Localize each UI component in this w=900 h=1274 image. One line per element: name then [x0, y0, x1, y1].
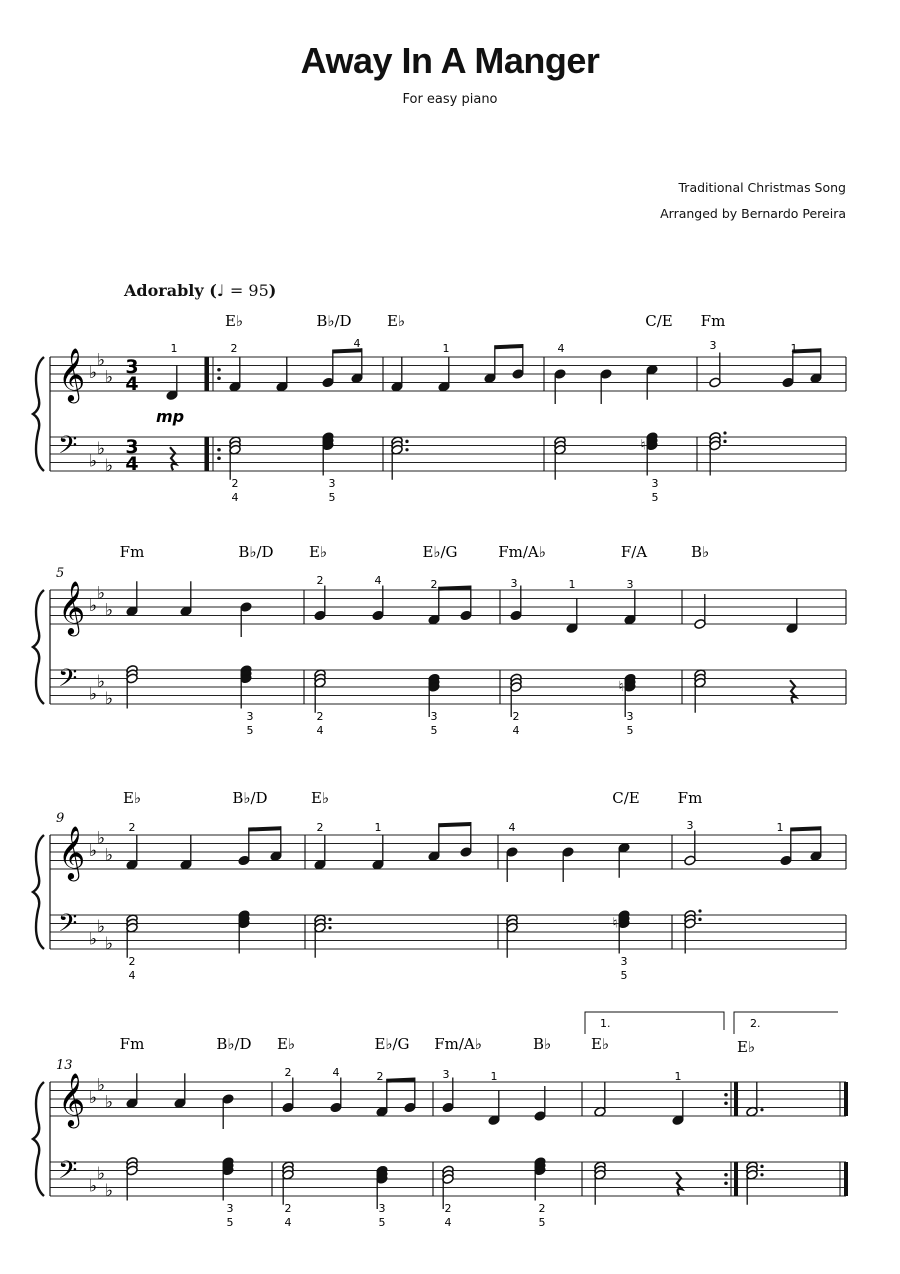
flat-sign: ♭ [88, 596, 98, 616]
measure-number: 9 [56, 811, 65, 826]
measure-number: 5 [56, 566, 65, 581]
chord-symbol: Fm [119, 543, 145, 561]
flat-sign: ♭ [104, 688, 114, 709]
fingering-number: 4 [353, 337, 361, 350]
grand-staff-brace [33, 1082, 44, 1196]
grand-staff-brace [33, 357, 44, 471]
treble-clef-icon: 𝄞 [58, 347, 86, 401]
fingering-number: 5 [246, 724, 254, 737]
quarter-rest [676, 1172, 682, 1195]
fingering-number: 1 [442, 342, 450, 355]
treble-clef-icon: 𝄞 [58, 580, 86, 634]
repeat-dot [724, 1181, 728, 1185]
chord-symbol: Fm [677, 789, 703, 807]
fingering-number: 4 [316, 724, 324, 737]
repeat-dot [724, 1101, 728, 1105]
time-signature-top: 3 [125, 356, 139, 378]
composer-credit: Traditional Christmas Song [678, 180, 846, 195]
fingering-number: 5 [651, 491, 659, 504]
fingering-number: 2 [430, 578, 438, 591]
natural-sign: ♮ [618, 679, 624, 695]
dot [760, 1108, 763, 1111]
quarter-note-icon: ♩ [216, 281, 225, 300]
beam [439, 822, 471, 827]
bass-clef-icon: 𝄢 [58, 664, 78, 699]
chord-symbol: B♭ [690, 543, 710, 561]
flat-sign: ♭ [104, 600, 114, 621]
flat-sign: ♭ [104, 1092, 114, 1113]
flat-sign: ♭ [88, 929, 98, 950]
chord-symbol: E♭/G [374, 1035, 410, 1053]
fingering-number: 2 [444, 1202, 452, 1215]
fingering-number: 2 [128, 821, 136, 834]
fingering-number: 1 [790, 342, 798, 355]
flat-sign: ♭ [104, 845, 114, 866]
fingering-number: 2 [128, 955, 136, 968]
chord-symbol: Fm/A♭ [434, 1035, 482, 1053]
flat-sign: ♭ [96, 438, 106, 459]
tempo-bpm: = 95 [229, 281, 269, 300]
repeat-dot [724, 1093, 728, 1097]
dot [698, 918, 701, 921]
chord-symbol: E♭/G [422, 543, 458, 561]
bass-clef-icon: 𝄢 [58, 909, 78, 944]
chord-symbol: E♭ [224, 312, 244, 330]
treble-clef-icon: 𝄞 [58, 1072, 86, 1126]
fingering-number: 2 [316, 821, 324, 834]
fingering-number: 1 [170, 342, 178, 355]
piece-title: Away In A Manger [300, 40, 600, 81]
dot [328, 926, 331, 929]
fingering-number: 3 [328, 477, 336, 490]
tempo-marking: Adorably (♩ = 95) [124, 281, 277, 300]
fingering-number: 1 [776, 821, 784, 834]
fingering-number: 2 [512, 710, 520, 723]
fingering-number: 5 [226, 1216, 234, 1229]
chord-symbol: E♭ [122, 789, 142, 807]
flat-sign: ♭ [96, 916, 106, 937]
chord-symbol: Fm [700, 312, 726, 330]
fingering-number: 2 [284, 1066, 292, 1079]
second-ending-label: 2. [750, 1017, 761, 1030]
repeat-dot [217, 376, 221, 380]
first-ending-label: 1. [600, 1017, 611, 1030]
fingering-number: 2 [316, 574, 324, 587]
fingering-number: 5 [538, 1216, 546, 1229]
chord-symbol: C/E [645, 312, 673, 330]
chord-symbol: F/A [620, 543, 648, 561]
bass-clef-icon: 𝄢 [58, 1156, 78, 1191]
chord-symbol: E♭ [310, 789, 330, 807]
fingering-number: 1 [568, 578, 576, 591]
quarter-rest [790, 680, 796, 703]
fingering-number: 3 [378, 1202, 386, 1215]
chord-symbol: B♭/D [232, 789, 268, 807]
fingering-number: 5 [378, 1216, 386, 1229]
fingering-number: 5 [626, 724, 634, 737]
repeat-dot [724, 1173, 728, 1177]
fingering-number: 3 [430, 710, 438, 723]
fingering-number: 2 [376, 1070, 384, 1083]
beam [249, 826, 281, 831]
flat-sign: ♭ [88, 841, 98, 861]
fingering-number: 2 [230, 342, 238, 355]
dot [760, 1165, 763, 1168]
fingering-number: 4 [508, 821, 516, 834]
grand-staff-brace [33, 835, 44, 949]
flat-sign: ♭ [88, 451, 98, 472]
natural-sign: ♮ [640, 437, 646, 454]
flat-sign: ♭ [96, 583, 106, 604]
chord-symbol: E♭ [308, 543, 328, 561]
fingering-number: 5 [328, 491, 336, 504]
dot [698, 909, 701, 912]
repeat-dot [217, 456, 221, 460]
dot [405, 448, 408, 451]
flat-sign: ♭ [104, 933, 114, 954]
flat-sign: ♭ [96, 828, 106, 849]
chord-symbol: E♭ [590, 1035, 610, 1053]
arranger-credit: Arranged by Bernardo Pereira [660, 206, 846, 221]
chord-symbol: Fm [119, 1035, 145, 1053]
chord-symbol: E♭ [386, 312, 406, 330]
dot [723, 440, 726, 443]
flat-sign: ♭ [96, 1163, 106, 1184]
fingering-number: 5 [620, 969, 628, 982]
fingering-number: 1 [374, 821, 382, 834]
repeat-dot [217, 448, 221, 452]
fingering-number: 4 [332, 1066, 340, 1079]
fingering-number: 4 [374, 574, 382, 587]
flat-sign: ♭ [88, 363, 98, 383]
fingering-number: 4 [128, 969, 136, 982]
flat-sign: ♭ [88, 1088, 98, 1108]
fingering-number: 3 [626, 578, 634, 591]
repeat-dot [217, 368, 221, 372]
fingering-number: 2 [231, 477, 239, 490]
flat-sign: ♭ [104, 455, 114, 476]
fingering-number: 3 [620, 955, 628, 968]
time-signature-bottom: 4 [125, 453, 139, 475]
fingering-number: 4 [444, 1216, 452, 1229]
chord-symbol: E♭ [276, 1035, 296, 1053]
grand-staff-brace [33, 590, 44, 704]
fingering-number: 3 [226, 1202, 234, 1215]
fingering-number: 4 [512, 724, 520, 737]
measure-number: 13 [56, 1058, 73, 1073]
fingering-number: 4 [231, 491, 239, 504]
fingering-number: 4 [284, 1216, 292, 1229]
dot [328, 918, 331, 921]
dot [760, 1173, 763, 1176]
flat-sign: ♭ [104, 367, 114, 388]
dot [723, 431, 726, 434]
chord-symbol: E♭ [736, 1038, 756, 1056]
quarter-rest [170, 447, 176, 470]
dot [405, 440, 408, 443]
chord-symbol: B♭ [532, 1035, 552, 1053]
beam [495, 344, 523, 349]
time-signature-bottom: 4 [125, 373, 139, 395]
flat-sign: ♭ [96, 1075, 106, 1096]
beam [791, 826, 821, 831]
bass-clef-icon: 𝄢 [58, 431, 78, 466]
chord-symbol: Fm/A♭ [498, 543, 546, 561]
treble-clef-icon: 𝄞 [58, 825, 86, 879]
fingering-number: 3 [686, 819, 694, 832]
flat-sign: ♭ [104, 1180, 114, 1201]
chord-symbol: B♭/D [216, 1035, 252, 1053]
flat-sign: ♭ [96, 671, 106, 692]
fingering-number: 2 [538, 1202, 546, 1215]
dynamic-marking: mp [155, 407, 185, 426]
fingering-number: 4 [557, 342, 565, 355]
fingering-number: 3 [651, 477, 659, 490]
fingering-number: 2 [316, 710, 324, 723]
fingering-number: 3 [510, 577, 518, 590]
chord-symbol: C/E [612, 789, 640, 807]
flat-sign: ♭ [88, 684, 98, 705]
fingering-number: 1 [490, 1070, 498, 1083]
fingering-number: 3 [442, 1068, 450, 1081]
natural-sign: ♮ [612, 915, 618, 932]
fingering-number: 5 [430, 724, 438, 737]
fingering-number: 1 [674, 1070, 682, 1083]
fingering-number: 3 [709, 339, 717, 352]
fingering-number: 2 [284, 1202, 292, 1215]
fingering-number: 3 [626, 710, 634, 723]
flat-sign: ♭ [96, 350, 106, 371]
chord-symbol: B♭/D [238, 543, 274, 561]
flat-sign: ♭ [88, 1176, 98, 1197]
chord-symbol: B♭/D [316, 312, 352, 330]
fingering-number: 3 [246, 710, 254, 723]
tempo-text: Adorably [124, 281, 204, 300]
piece-subtitle: For easy piano [402, 92, 498, 107]
time-signature-top: 3 [125, 436, 139, 458]
